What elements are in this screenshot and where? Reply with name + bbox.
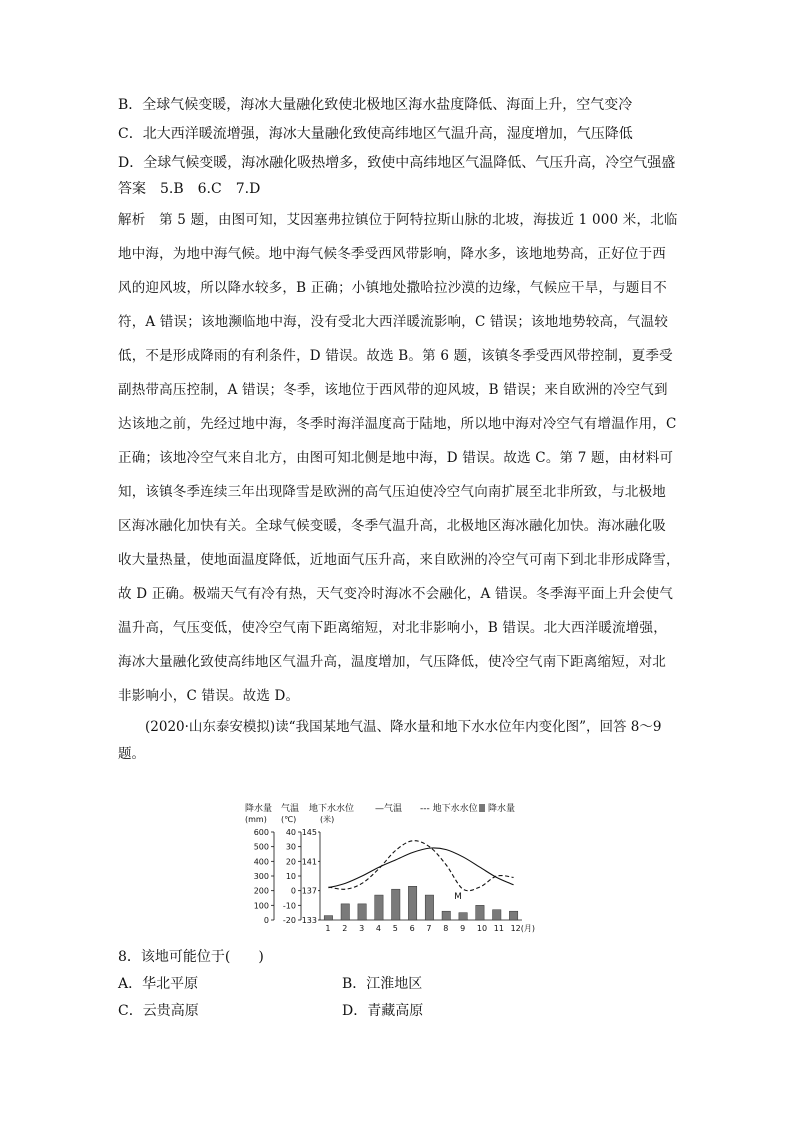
analysis-line: 符，A 错误；该地濒临地中海，没有受北大西洋暖流影响，C 错误；该地地势较高，气温较	[118, 314, 669, 330]
x-tick-label: 7	[426, 924, 432, 933]
precip-bar	[476, 905, 484, 920]
x-tick-label: 11	[493, 924, 504, 933]
x-tick-label: 3	[359, 924, 365, 933]
x-tick-label: 2	[342, 924, 348, 933]
precip-tick-label: 200	[253, 886, 269, 896]
temp-tick-label: 10	[285, 872, 296, 881]
annotation-m: M	[454, 892, 462, 903]
analysis-line: 温升高，气压变低，使冷空气南下距离缩短，对北非影响小，B 错误。北大西洋暖流增强，	[118, 620, 667, 636]
temp-tick-label: 40	[285, 828, 296, 837]
precip-bar	[341, 904, 349, 920]
option-d-prev: D．全球气候变暖，海冰融化吸热增多，致使中高纬地区气温降低、气压升高，冷空气强盛	[118, 155, 676, 171]
x-tick-label: 9	[460, 924, 466, 933]
temp-tick-label: -10	[282, 901, 296, 911]
precip-bar	[509, 911, 517, 920]
x-tick-labels	[325, 924, 535, 933]
question-8: 8．该地可能位于( )	[118, 949, 264, 965]
temp-tick-label: -20	[282, 916, 296, 925]
precip-bars	[324, 886, 518, 920]
precip-bar	[375, 895, 383, 920]
chart-header	[245, 802, 354, 824]
chart-lines	[328, 841, 513, 902]
analysis-line: 海冰大量融化致使高纬地区气温升高，温度增加，气压降低，使冷空气南下距离缩短，对北	[118, 654, 666, 670]
temperature-line	[328, 848, 513, 888]
x-tick-label: 8	[443, 924, 449, 933]
precip-bar	[442, 911, 450, 920]
analysis-line: 区海冰融化加快有关。全球气候变暖，冬季气温升高，北极地区海冰融化加快。海冰融化吸	[118, 518, 666, 534]
x-tick-label: 5	[392, 924, 398, 933]
precip-tick-label: 600	[253, 828, 269, 837]
option-b-prev: B．全球气候变暖，海冰大量融化致使北极地区海水盐度降低、海面上升，空气变冷	[118, 97, 633, 113]
temp-unit: (℃)	[281, 815, 297, 824]
x-tick-label: 6	[409, 924, 415, 933]
precip-tick-label: 100	[253, 901, 269, 911]
climate-chart	[240, 800, 550, 940]
precip-bar	[324, 916, 332, 920]
question-intro: (2020·山东泰安模拟)读“我国某地气温、降水量和地下水水位年内变化图”，回答 8～9	[145, 719, 662, 735]
option-c-prev: C．北大西洋暖流增强，海冰大量融化致使高纬地区气温升高，湿度增加，气压降低	[118, 126, 633, 142]
legend-precip-swatch	[479, 804, 485, 812]
choice-b: B．江淮地区	[342, 976, 423, 992]
analysis-line: 风的迎风坡，所以降水较多，B 正确；小镇地处撒哈拉沙漠的边缘，气候应干旱，与题目不	[118, 280, 667, 296]
x-tick-label: 4	[375, 924, 382, 933]
answer-line: 答案 5.B 6.C 7.D	[118, 181, 261, 197]
precip-axis-title: 降水量	[245, 804, 273, 814]
analysis-line: 副热带高压控制，A 错误；冬季，该地位于西风带的迎风坡，B 错误；来自欧洲的冷空气到	[118, 382, 668, 398]
legend-precip: 降水量	[488, 804, 516, 814]
choice-d: D．青藏高原	[342, 1003, 424, 1019]
analysis-line: 低，不是形成降雨的有利条件，D 错误。故选 B。第 6 题，该镇冬季受西风带控制，夏季受	[118, 348, 673, 364]
x-tick-label: 12(月)	[510, 924, 536, 933]
temp-axis-title: 气温	[281, 804, 300, 814]
groundwater-line	[328, 841, 513, 891]
temp-tick-label: 0	[290, 886, 296, 896]
choice-c: C．云贵高原	[118, 1003, 199, 1019]
question-intro-cont: 题。	[118, 746, 145, 762]
precip-tick-label: 400	[253, 857, 269, 867]
water-tick-label: 145	[301, 828, 317, 837]
legend-temp: —气温	[375, 804, 403, 814]
precip-tick-label: 500	[253, 842, 269, 852]
legend-water: --- 地下水水位	[420, 804, 478, 814]
x-tick-label: 1	[325, 924, 331, 933]
precip-unit: (mm)	[245, 815, 267, 824]
precip-bar	[425, 895, 433, 920]
precip-bar	[493, 910, 501, 920]
choice-a: A．华北平原	[118, 976, 199, 992]
analysis-line: 达该地之前，先经过地中海，冬季时海洋温度高于陆地，所以地中海对冷空气有增温作用，C	[118, 416, 677, 432]
water-tick-label: 141	[301, 857, 317, 867]
x-tick-label: 10	[476, 924, 488, 933]
analysis-line: 地中海，为地中海气候。地中海气候冬季受西风带影响，降水多，该地地势高，正好位于西	[118, 246, 666, 262]
temp-tick-label: 30	[285, 842, 296, 852]
analysis-line: 正确；该地冷空气来自北方，由图可知北侧是地中海，D 错误。故选 C。第 7 题，由材料可	[118, 450, 674, 466]
analysis-line: 故 D 正确。极端天气有冷有热，天气变冷时海冰不会融化，A 错误。冬季海平面上升会使气	[118, 586, 674, 602]
precip-bar	[408, 886, 416, 920]
precip-bar	[358, 904, 366, 920]
chart-legend	[375, 802, 515, 814]
analysis-line: 收大量热量，使地面温度降低，近地面气压升高，来自欧洲的冷空气可南下到北非形成降雪，	[118, 552, 680, 568]
analysis-line: 解析 第 5 题，由图可知，艾因塞弗拉镇位于阿特拉斯山脉的北坡，海拔近 1 000 米，北临	[118, 212, 678, 228]
analysis-line: 知，该镇冬季连续三年出现降雪是欧洲的高气压迫使冷空气向南扩展至北非所致，与北极地	[118, 484, 666, 500]
analysis-line: 非影响小，C 错误。故选 D。	[118, 688, 300, 704]
temp-tick-label: 20	[285, 857, 296, 867]
precip-tick-label: 0	[263, 916, 269, 925]
water-axis-title: 地下水水位	[309, 804, 355, 814]
water-tick-label: 137	[301, 886, 317, 896]
precip-tick-label: 300	[253, 872, 269, 881]
precip-bar	[459, 913, 467, 920]
water-unit: (米)	[320, 815, 335, 824]
precip-bar	[392, 889, 400, 920]
water-tick-label: 133	[301, 916, 317, 925]
